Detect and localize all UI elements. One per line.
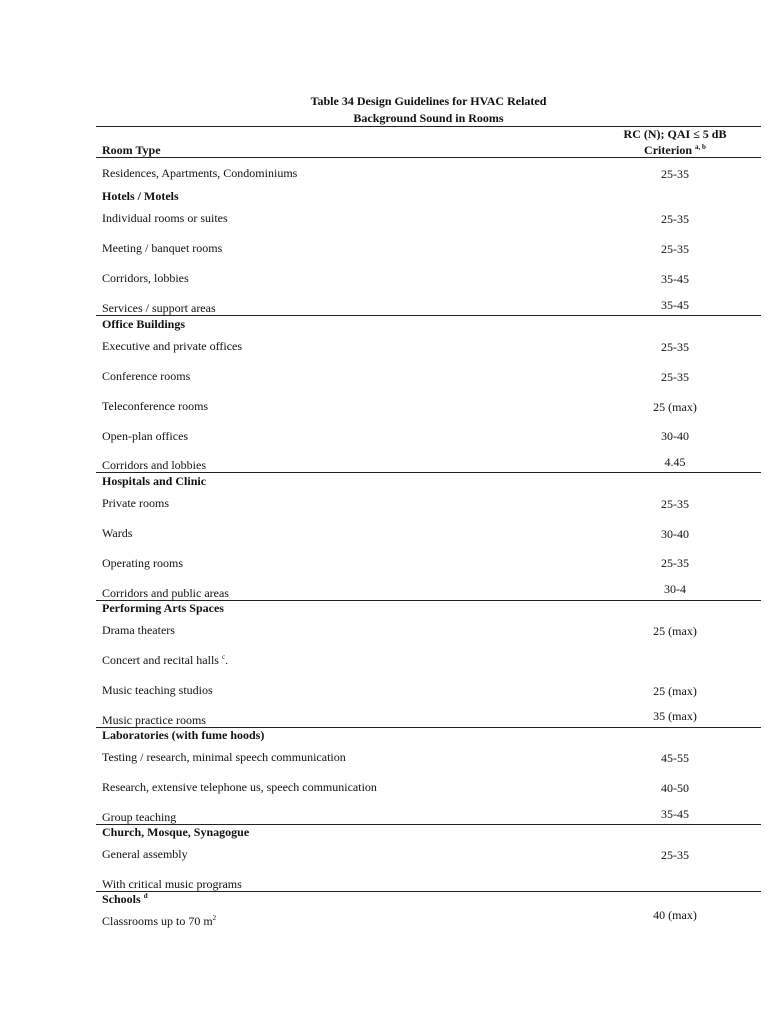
criterion-footnote-marker: a, b <box>695 143 706 151</box>
room-teleconference: Teleconference rooms <box>102 399 209 413</box>
section-title-laboratories: Laboratories (with fume hoods) <box>102 728 265 742</box>
room-corridors-lobbies: Corridors, lobbies <box>102 271 189 285</box>
section-title-schools <box>102 892 148 906</box>
value-residences: 25-35 <box>661 167 689 181</box>
value-music-practice: 35 (max) <box>653 709 697 723</box>
value-corridors-lobbies: 35-45 <box>661 272 689 286</box>
square-meter-superscript: 2 <box>212 914 217 922</box>
section-title-performing-arts: Performing Arts Spaces <box>102 601 224 615</box>
value-music-teaching: 25 (max) <box>653 684 697 698</box>
value-conference: 25-35 <box>661 370 689 384</box>
rule-section-divider <box>96 472 761 473</box>
room-research-extensive: Research, extensive telephone us, speech communication <box>102 780 377 794</box>
value-executive-offices: 25-35 <box>661 340 689 354</box>
room-individual-rooms: Individual rooms or suites <box>102 211 228 225</box>
concert-halls-footnote-marker: c <box>221 653 226 661</box>
value-group-teaching: 35-45 <box>661 807 689 821</box>
column-header-criterion-line1: RC (N); QAI ≤ 5 dB <box>623 127 727 141</box>
table-subtitle: Background Sound in Rooms <box>353 111 504 125</box>
room-testing-research: Testing / research, minimal speech communication <box>102 750 346 764</box>
value-research-extensive: 40-50 <box>661 781 689 795</box>
value-office-corridors: 4.45 <box>664 455 686 469</box>
room-wards: Wards <box>102 526 133 540</box>
classrooms-label: Classrooms up to 70 m <box>102 914 213 928</box>
rule-header-bottom <box>96 157 761 158</box>
criterion-label: Criterion <box>644 143 693 157</box>
room-residences: Residences, Apartments, Condominiums <box>102 166 298 180</box>
table-title: Table 34 Design Guidelines for HVAC Related <box>310 94 547 108</box>
room-music-practice: Music practice rooms <box>102 713 206 727</box>
value-open-plan: 30-40 <box>661 429 689 443</box>
section-title-hospitals: Hospitals and Clinic <box>102 474 207 488</box>
room-music-teaching: Music teaching studios <box>102 683 213 697</box>
room-drama-theaters: Drama theaters <box>102 623 175 637</box>
schools-label: Schools <box>102 892 141 906</box>
room-conference: Conference rooms <box>102 369 191 383</box>
column-header-criterion-line2 <box>600 143 750 157</box>
value-public-areas: 30-4 <box>664 582 686 596</box>
room-office-corridors: Corridors and lobbies <box>102 458 206 472</box>
room-classrooms <box>102 914 216 928</box>
value-testing-research: 45-55 <box>661 751 689 765</box>
room-open-plan: Open-plan offices <box>102 429 189 443</box>
room-private-rooms: Private rooms <box>102 496 169 510</box>
rule-section-divider <box>96 891 761 892</box>
schools-footnote-marker: d <box>143 892 148 900</box>
value-private-rooms: 25-35 <box>661 497 689 511</box>
value-drama-theaters: 25 (max) <box>653 624 697 638</box>
room-general-assembly: General assembly <box>102 847 188 861</box>
room-meeting-banquet: Meeting / banquet rooms <box>102 241 223 255</box>
value-individual-rooms: 25-35 <box>661 212 689 226</box>
value-operating: 25-35 <box>661 556 689 570</box>
value-teleconference: 25 (max) <box>653 400 697 414</box>
room-public-areas: Corridors and public areas <box>102 586 229 600</box>
section-title-worship: Church, Mosque, Synagogue <box>102 825 250 839</box>
concert-halls-label: Concert and recital halls <box>102 653 219 667</box>
room-executive-offices: Executive and private offices <box>102 339 243 353</box>
section-title-hotels: Hotels / Motels <box>102 189 179 203</box>
value-wards: 30-40 <box>661 527 689 541</box>
room-group-teaching: Group teaching <box>102 810 177 824</box>
rule-section-divider <box>96 315 761 316</box>
room-critical-music: With critical music programs <box>102 877 242 891</box>
room-operating: Operating rooms <box>102 556 183 570</box>
value-meeting-banquet: 25-35 <box>661 242 689 256</box>
value-general-assembly: 25-35 <box>661 848 689 862</box>
section-title-office: Office Buildings <box>102 317 186 331</box>
room-services-support: Services / support areas <box>102 301 216 315</box>
column-header-room-type: Room Type <box>102 143 161 157</box>
value-classrooms: 40 (max) <box>653 908 697 922</box>
value-services-support: 35-45 <box>661 298 689 312</box>
room-concert-halls: Concert and recital halls $^c$. <box>102 653 229 667</box>
